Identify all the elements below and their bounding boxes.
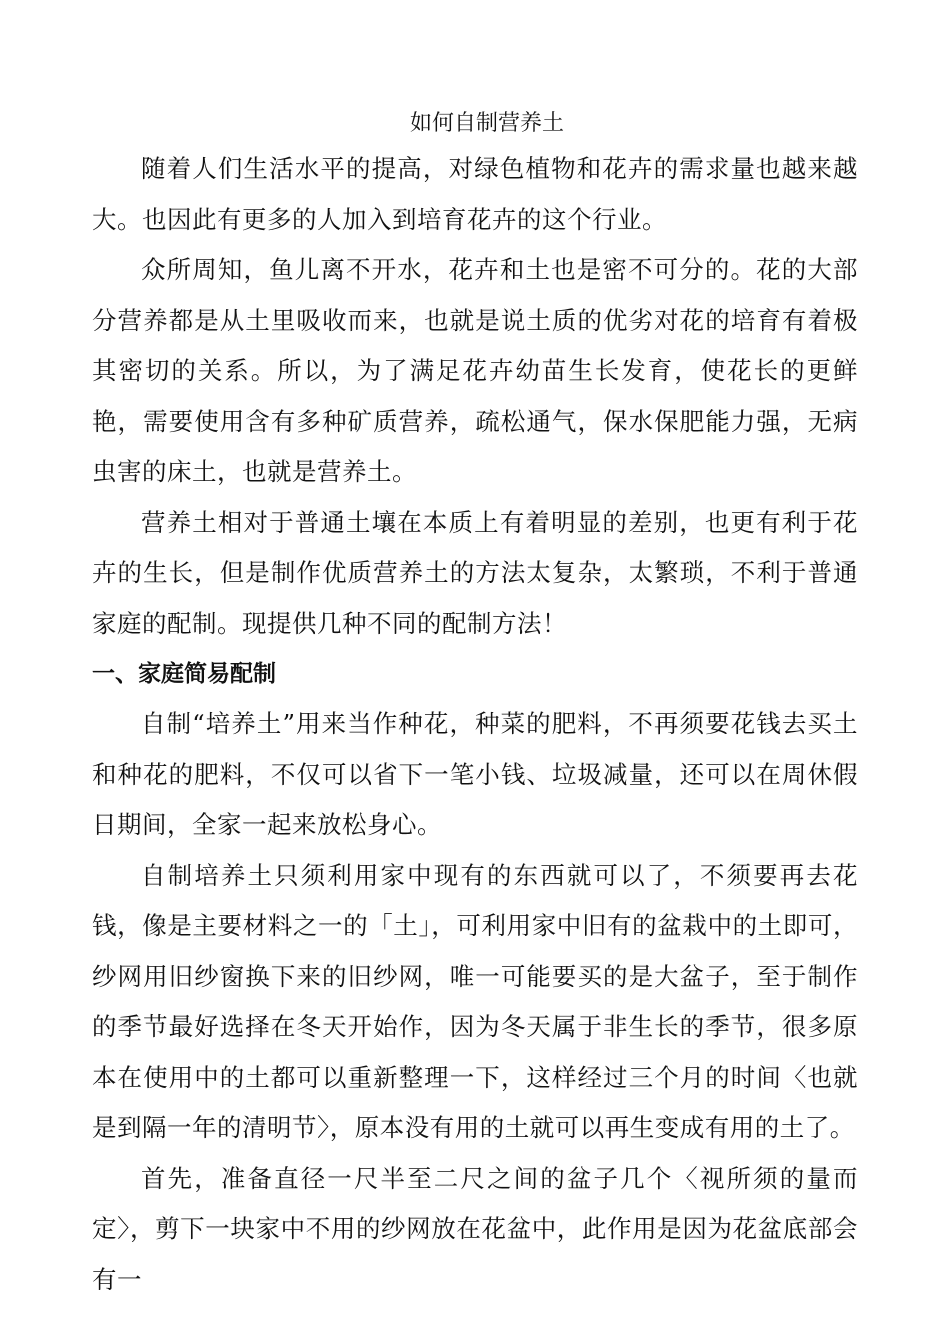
paragraph: 随着人们生活水平的提高，对绿色植物和花卉的需求量也越来越大。也因此有更多的人加入到培育花卉的这个行业。 bbox=[92, 154, 858, 234]
document-page bbox=[92, 104, 858, 1305]
paragraph: 营养土相对于普通土壤在本质上有着明显的差别，也更有利于花卉的生长，但是制作优质营养土的方法太复杂，太繁琐，不利于普通家庭的配制。现提供几种不同的配制方法！ bbox=[92, 507, 858, 638]
document-title: 如何自制营养土 bbox=[409, 111, 564, 136]
paragraph: 自制培养土只须利用家中现有的东西就可以了，不须要再去花钱，像是主要材料之一的「土」，可利用家中旧有的盆栽中的土即可，纱网用旧纱窗换下来的旧纱网，唯一可能要买的是大盆子，至于制作的季节最好选择在冬天开始作，因为冬天属于非生长的季节，很多原本在使用中的土都可以重新整理一下，这样经过三个月的时间〈也就是到隔一年的清明节〉，原本没有用的土就可以再生变成有用的土了。 bbox=[92, 860, 858, 1142]
paragraph: 自制“培养土”用来当作种花，种菜的肥料，不再须要花钱去买土和种花的肥料，不仅可以省下一笔小钱、垃圾减量，还可以在周休假日期间，全家一起来放松身心。 bbox=[92, 709, 858, 839]
paragraph: 众所周知，鱼儿离不开水，花卉和土也是密不可分的。花的大部分营养都是从土里吸收而来，也就是说土质的优劣对花的培育有着极其密切的关系。所以，为了满足花卉幼苗生长发育，使花长的更鲜艳，需要使用含有多种矿质营养，疏松通气，保水保肥能力强，无病虫害的床土，也就是营养土。 bbox=[92, 255, 858, 486]
section-heading: 一、家庭简易配制 bbox=[92, 661, 276, 687]
paragraph: 首先，准备直径一尺半至二尺之间的盆子几个〈视所须的量而定〉，剪下一块家中不用的纱网放在花盆中，此作用是因为花盆底部会有一 bbox=[92, 1163, 858, 1294]
